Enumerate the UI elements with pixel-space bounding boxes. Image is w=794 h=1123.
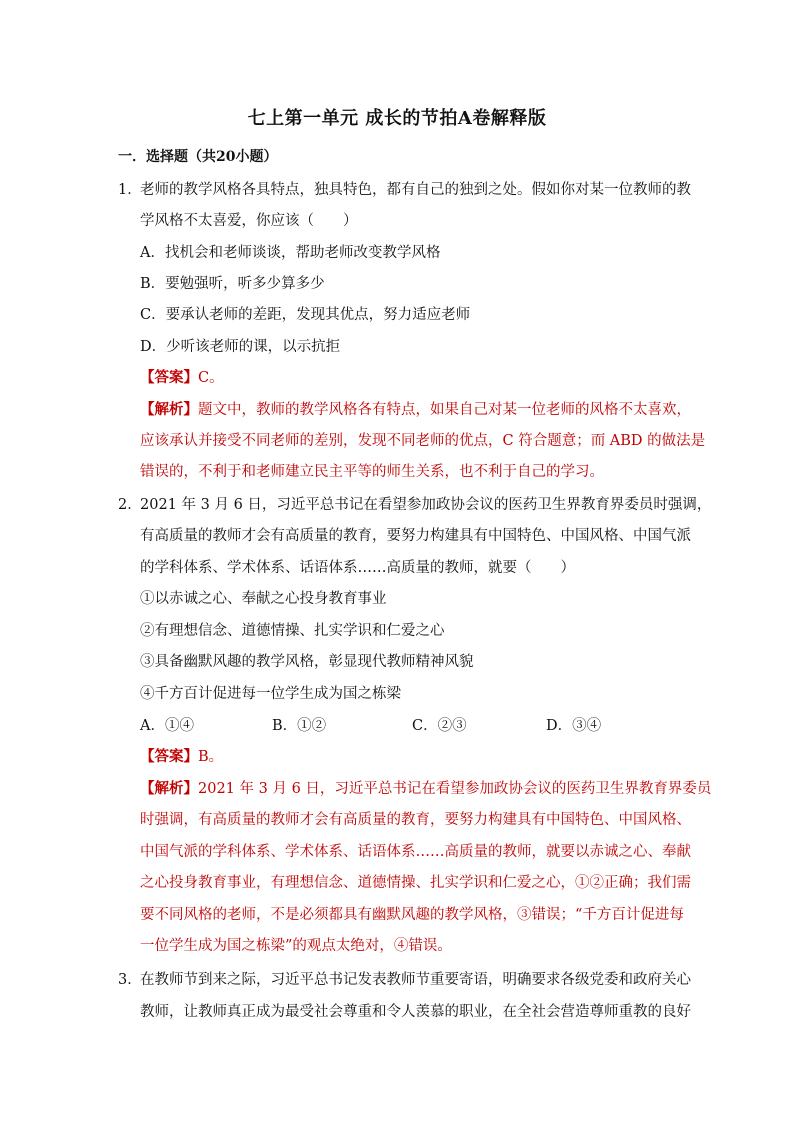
- analysis: [140, 777, 711, 798]
- answer-label: 【答案】: [140, 369, 198, 386]
- answer-value: B。: [198, 749, 224, 765]
- document-title: 七上第一单元 成长的节拍A卷解释版: [247, 108, 547, 129]
- question-stem-line: 有高质量的教师才会有高质量的教育，要努力构建具有中国特色、中国风格、中国气派: [140, 528, 691, 544]
- analysis-label: 【解析】: [140, 780, 198, 797]
- question-stem-line: 教师，让教师真正成为最受社会尊重和令人羡慕的职业，在全社会营造尊师重教的良好: [140, 1004, 691, 1020]
- option-c: C．②③: [412, 718, 467, 734]
- analysis-line: 之心投身教育事业，有理想信念、道德情操、扎实学识和仁爱之心，①②正确；我们需: [140, 875, 691, 891]
- option-b: B．要勉强听，听多少算多少: [140, 276, 325, 292]
- analysis-line: 要不同风格的老师，不是必须都具有幽默风趣的教学风格，③错误；“千方百计促进每: [140, 907, 684, 923]
- option-d: D．③④: [546, 718, 602, 734]
- question-number: 3．: [118, 972, 142, 988]
- analysis: [140, 398, 691, 419]
- question-stem-line: 2021 年 3 月 6 日，习近平总书记在看望参加政协会议的医药卫生界教育界委员时强调，: [140, 497, 712, 513]
- analysis-line: 中国气派的学科体系、学术体系、话语体系……高质量的教师，就要以赤诚之心、奉献: [140, 844, 691, 860]
- analysis-line: 2021 年 3 月 6 日，习近平总书记在看望参加政协会议的医药卫生界教育界委员: [198, 781, 712, 797]
- statement-4: ④千方百计促进每一位学生成为国之栋梁: [140, 686, 401, 702]
- analysis-line: 题文中，教师的教学风格各有特点，如果自己对某一位老师的风格不太喜欢，: [198, 402, 691, 418]
- question-stem-line: 在教师节到来之际，习近平总书记发表教师节重要寄语，明确要求各级党委和政府关心: [140, 972, 691, 988]
- statement-3: ③具备幽默风趣的教学风格，彰显现代教师精神风貌: [140, 654, 474, 670]
- question-stem-line: 学风格不太喜爱，你应该（ ）: [140, 213, 358, 229]
- question-stem-line: 的学科体系、学术体系、话语体系……高质量的教师，就要（ ）: [140, 560, 575, 576]
- answer-label: 【答案】: [140, 748, 198, 765]
- statement-1: ①以赤诚之心、奉献之心投身教育事业: [140, 591, 387, 607]
- option-a: A．①④: [140, 718, 194, 734]
- analysis-line: 时强调，有高质量的教师才会有高质量的教育，要努力构建具有中国特色、中国风格、: [140, 812, 691, 828]
- answer: [140, 366, 224, 387]
- option-a: A．找机会和老师谈谈，帮助老师改变教学风格: [140, 245, 441, 261]
- analysis-line: 错误的，不利于和老师建立民主平等的师生关系，也不利于自己的学习。: [140, 464, 604, 480]
- option-b: B．①②: [272, 718, 327, 734]
- question-number: 1．: [118, 182, 142, 198]
- option-c: C．要承认老师的差距，发现其优点，努力适应老师: [140, 307, 471, 323]
- analysis-line: 应该承认并接受不同老师的差别，发现不同老师的优点，C 符合题意；而 ABD 的做法是: [140, 433, 706, 449]
- answer: [140, 745, 223, 766]
- statement-2: ②有理想信念、道德情操、扎实学识和仁爱之心: [140, 623, 445, 639]
- analysis-label: 【解析】: [140, 401, 198, 418]
- question-stem-line: 老师的教学风格各具特点，独具特色，都有自己的独到之处。假如你对某一位教师的教: [140, 182, 691, 198]
- option-d: D．少听该老师的课，以示抗拒: [140, 339, 341, 355]
- analysis-line: 一位学生成为国之栋梁”的观点太绝对，④错误。: [140, 938, 452, 954]
- answer-value: C。: [198, 370, 224, 386]
- section-heading: 一．选择题（共20小题）: [118, 149, 278, 165]
- question-number: 2．: [118, 497, 142, 513]
